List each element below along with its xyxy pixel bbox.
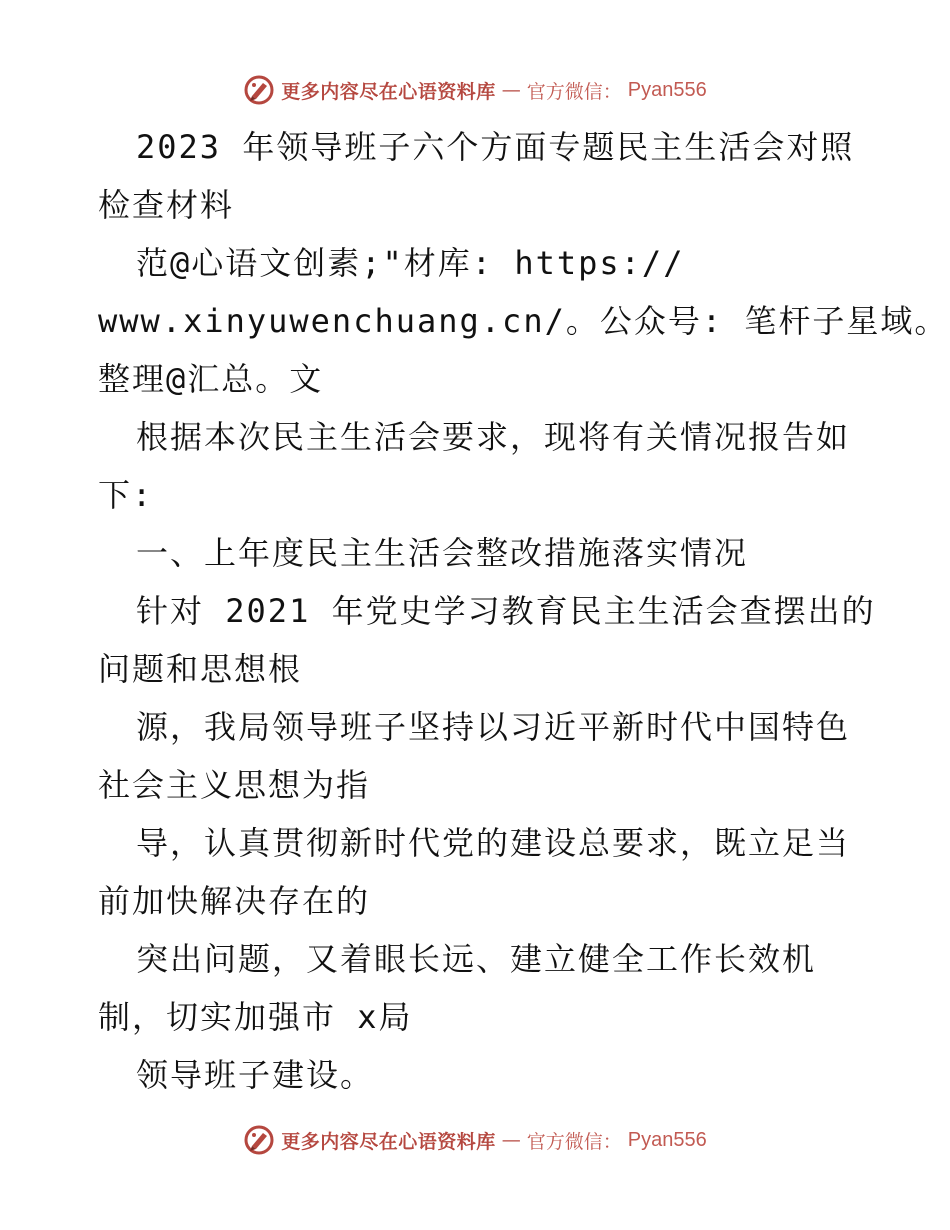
title-line-2: 检查材料	[98, 186, 235, 224]
section-heading: 一、上年度民主生活会整改措施落实情况	[136, 534, 749, 572]
paragraph-line: 突出问题，又着眼长远、建立健全工作长效机	[136, 940, 817, 978]
banner-separator: —	[501, 1129, 521, 1151]
paragraph-line: 根据本次民主生活会要求，现将有关情况报告如	[136, 418, 851, 456]
pen-logo-icon	[243, 74, 275, 106]
banner-title: 更多内容尽在心语资料库	[281, 80, 496, 103]
banner-wechat-label: 官方微信：	[526, 1130, 622, 1153]
banner-title: 更多内容尽在心语资料库	[281, 1130, 496, 1153]
banner-wechat-id: Pyan556	[627, 78, 707, 101]
source-line-2: www.xinyuwenchuang.cn/。公众号: 笔杆子星域。	[98, 302, 949, 340]
banner-wechat-id: Pyan556	[627, 1128, 707, 1151]
source-line-3: 整理@汇总。文	[98, 360, 324, 398]
paragraph-line: 导，认真贯彻新时代党的建设总要求，既立足当	[136, 824, 851, 862]
paragraph-line: 前加快解决存在的	[98, 882, 371, 920]
paragraph-line: 针对 2021 年党史学习教育民主生活会查摆出的	[136, 592, 876, 630]
paragraph-line: 领导班子建设。	[136, 1056, 375, 1094]
footer-banner	[0, 1122, 950, 1158]
paragraph-line: 社会主义思想为指	[98, 766, 371, 804]
title-line-1: 2023 年领导班子六个方面专题民主生活会对照	[136, 128, 855, 166]
paragraph-line: 源，我局领导班子坚持以习近平新时代中国特色	[136, 708, 851, 746]
source-line-1: 范@心语文创素;"材库: https://	[136, 244, 685, 282]
paragraph-line: 制，切实加强市 x局	[98, 998, 413, 1036]
banner-wechat-label: 官方微信：	[526, 80, 622, 103]
pen-logo-icon	[243, 1124, 275, 1156]
paragraph-line: 下:	[98, 476, 154, 514]
header-banner	[0, 72, 950, 108]
document-body	[98, 118, 949, 1104]
paragraph-line: 问题和思想根	[98, 650, 303, 688]
banner-separator: —	[501, 79, 521, 101]
